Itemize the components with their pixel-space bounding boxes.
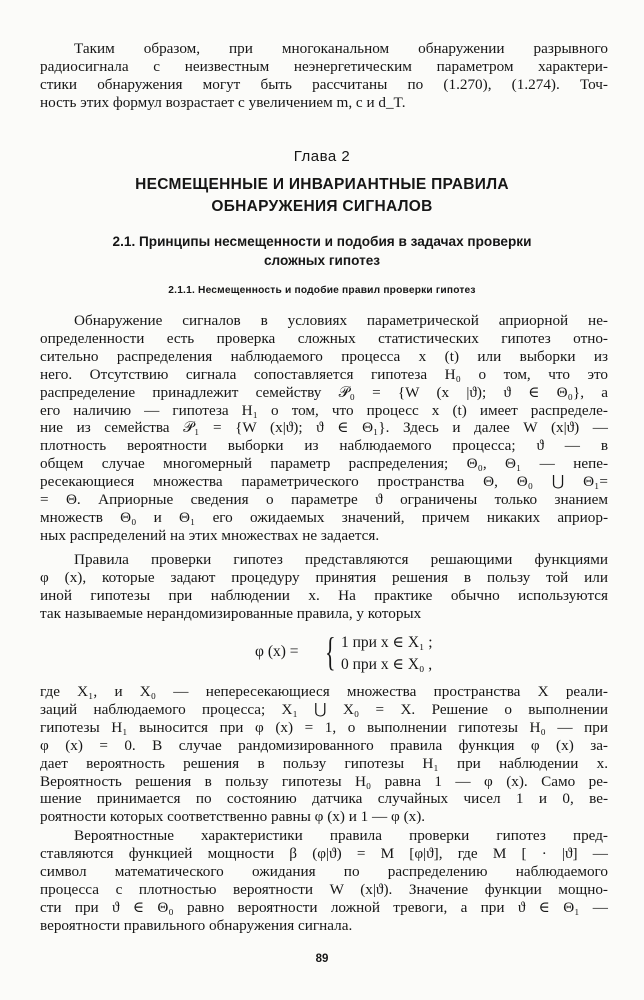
text-line: общем случае многомерный параметр распределения; Θ₀, Θ₁ — непе-: [40, 455, 608, 473]
text-line: дает вероятность решения в пользу гипотезы H₁ при наблюдении x.: [40, 754, 608, 772]
text-line: процесса с плотностью вероятности W (x|ϑ). Значение функции мощно-: [40, 880, 608, 898]
paragraph-2: [40, 551, 608, 623]
text-line: ставляются функцией мощности β (φ|ϑ) = M [φ|ϑ], где M [ · |ϑ] —: [40, 844, 608, 862]
text-line: распределение принадлежит семейству 𝒫₀ = {W (x |ϑ); ϑ ∈ Θ₀}, а: [40, 383, 608, 401]
text-line: гипотезы H₁ выносится при φ (x) = 1, о выполнении гипотезы H₀ — при: [40, 718, 608, 736]
text-line: ресекающиеся множества параметрического пространства Θ, Θ₀ ⋃ Θ₁=: [40, 473, 608, 491]
formula-case-2: 0 при x ∈ X₀ ,: [341, 656, 433, 673]
chapter-title-line: ОБНАРУЖЕНИЯ СИГНАЛОВ: [211, 198, 433, 215]
section-title-line: 2.1. Принципы несмещенности и подобия в задачах проверки: [112, 234, 532, 249]
text-line: заций наблюдаемого процесса; X₁ ⋃ X₀ = X. Решение о выполнении: [40, 700, 608, 718]
text-line: φ (x), которые задают процедуру принятия решения в пользу той или: [40, 568, 608, 586]
formula-case-1: 1 при x ∈ X₁ ;: [341, 634, 433, 651]
paragraph-4: [40, 827, 608, 934]
paragraph-1: [40, 312, 608, 545]
text-line: так называемые нерандомизированные правила, у которых: [40, 604, 422, 622]
text-line: Вероятностные характеристики правила проверки гипотез пред-: [74, 827, 608, 844]
text-line: Вероятность решения в пользу гипотезы H₀ равна 1 — φ (x). Само ре-: [40, 772, 608, 790]
text-line: шение принимается по состоянию датчика случайных чисел 1 и 0, ве-: [40, 790, 608, 808]
section-title: [0, 232, 644, 270]
text-line: роятности которых соответственно равны φ (x) и 1 — φ (x).: [40, 808, 426, 826]
text-line: Правила проверки гипотез представляются решающими функциями: [74, 551, 608, 568]
text-line: вероятности правильного обнаружения сигнала.: [40, 916, 353, 934]
brace-symbol: {: [325, 629, 336, 674]
text-line: него. Отсутствию сигнала сопоставляется гипотеза H₀ о том, что это: [40, 365, 608, 383]
text-line: ных распределений на этих множествах не задается.: [40, 526, 380, 544]
text-line: сительно распределения наблюдаемого процесса x (t) или выборки из: [40, 347, 608, 365]
text-line: символ математического ожидания по распределению наблюдаемого: [40, 862, 608, 880]
decision-rule-formula: [255, 629, 455, 677]
text-line: = Θ. Априорные сведения о параметре ϑ ограничены только знанием: [40, 491, 608, 509]
text-line: сти при ϑ ∈ Θ₀ равно вероятности ложной тревоги, а при ϑ ∈ Θ₁ —: [40, 898, 608, 916]
chapter-label: Глава 2: [293, 148, 351, 165]
text-line: плотность вероятности выборки из наблюдаемого процесса; ϑ — в: [40, 437, 608, 455]
text-line: множеств Θ₀ и Θ₁ его ожидаемых значений, причем никаких априор-: [40, 508, 608, 526]
subsection-title: 2.1.1. Несмещенность и подобие правил проверки гипотез: [168, 285, 476, 296]
text-line: иной гипотезы при наблюдении x. На практике обычно используются: [40, 586, 608, 604]
text-line: ность этих формул возрастает с увеличением m, c и d_T.: [40, 93, 406, 111]
text-line: Обнаружение сигналов в условиях параметрической априорной не-: [74, 312, 608, 329]
text-line: его наличию — гипотеза H₁ о том, что процесс x (t) имеет распределе-: [40, 401, 608, 419]
paragraph-3: [40, 683, 608, 826]
chapter-title: [0, 174, 644, 218]
text-line: стики обнаружения могут быть рассчитаны по (1.270), (1.274). Точ-: [40, 75, 608, 93]
formula-lhs: φ (x) =: [255, 643, 299, 660]
text-line: определенности есть проверка сложных статистических гипотез отно-: [40, 329, 608, 347]
text-line: φ (x) = 0. В случае рандомизированного правила функция φ (x) за-: [40, 736, 608, 754]
intro-paragraph: [40, 40, 608, 112]
text-line: радиосигнала с неизвестным неэнергетическим параметром характери-: [40, 57, 608, 75]
section-title-line: сложных гипотез: [263, 253, 381, 268]
text-line: где X₁, и X₀ — непересекающиеся множества пространства X реали-: [40, 683, 608, 700]
text-line: ние из семейства 𝒫₁ = {W (x|ϑ); ϑ ∈ Θ₁}. Здесь и далее W (x|ϑ) —: [40, 419, 608, 437]
page-number: 89: [315, 953, 329, 965]
text-line: Таким образом, при многоканальном обнаружении разрывного: [74, 40, 608, 57]
chapter-title-line: НЕСМЕЩЕННЫЕ И ИНВАРИАНТНЫЕ ПРАВИЛА: [135, 176, 509, 193]
